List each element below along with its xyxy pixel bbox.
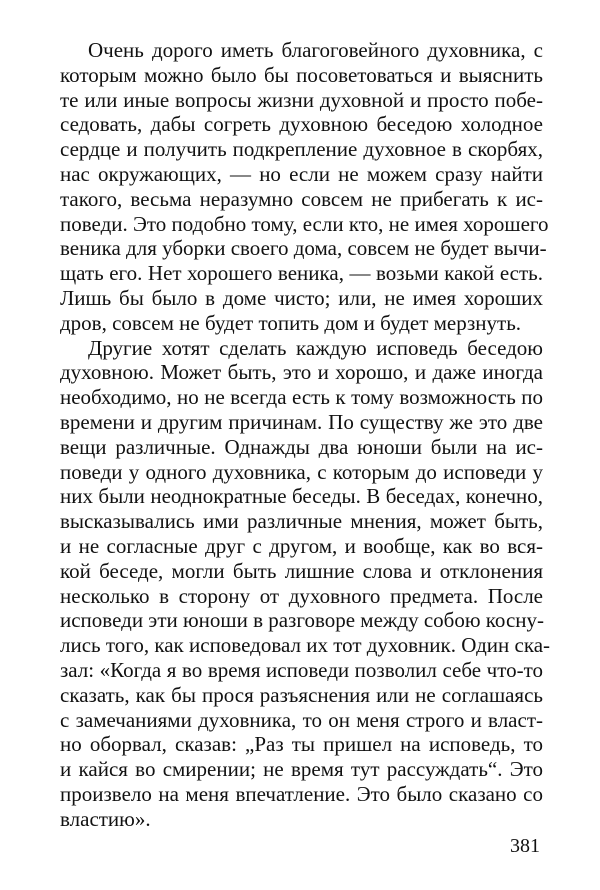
page-number: 381 (510, 835, 540, 857)
text-line: властию». (60, 806, 151, 831)
text-line: исповеди эти юноши в разговоре между собою косну- (60, 608, 544, 633)
text-line: Другие хотят сделать каждую исповедь беседою (88, 335, 543, 360)
text-line: необходимо, но не всегда есть к тому возможность по (60, 385, 543, 410)
paragraph-1 (60, 38, 549, 336)
text-line: седовать, дабы согреть духовною беседою холодное (60, 112, 543, 137)
text-line: них были неоднократные беседы. В беседах, конечно, (60, 484, 543, 509)
text-line: духовною. Может быть, это и хорошо, и даже иногда (60, 360, 543, 385)
text-line: и кайся во смирении; не время тут рассуждать“. Это (60, 757, 543, 782)
text-line: поведи. Это подобно тому, если кто, не имея хорошего (60, 211, 549, 236)
text-line: кой беседе, могли быть лишние слова и отклонения (60, 558, 543, 583)
text-line: времени и другим причинам. По существу же это две (60, 409, 543, 434)
paragraph-2 (60, 335, 551, 832)
text-line: сказать, как бы прося разъяснения или не соглашаясь (60, 682, 543, 707)
text-line: те или иные вопросы жизни духовной и просто побе- (60, 87, 543, 112)
text-line: Очень дорого иметь благоговейного духовника, с (88, 38, 543, 62)
text-line: и не согласные друг с другом, и вообще, как во вся- (60, 533, 543, 558)
text-line: вещи различные. Однажды два юноши были на ис- (60, 434, 543, 459)
text-line: несколько в сторону от духовного предмета. После (60, 583, 543, 608)
text-line: которым можно было бы посоветоваться и выяснить (60, 62, 543, 87)
text-line: сердце и получить подкрепление духовное в скорбях, (60, 137, 543, 162)
text-line: с замечаниями духовника, то он меня строго и власт- (60, 707, 543, 732)
text-line: высказывались ими различные мнения, может быть, (60, 509, 543, 534)
text-line: поведи у одного духовника, с которым до исповеди у (60, 459, 543, 484)
text-line: щать его. Нет хорошего веника, — возьми какой есть. (60, 261, 543, 286)
text-line: зал: «Когда я во время исповеди позволил себе что-то (60, 657, 543, 682)
text-line: лись того, как исповедовал их тот духовник. Один ска- (60, 633, 551, 658)
text-line: дров, совсем не будет топить дом и будет мерзнуть. (60, 310, 522, 335)
text-line: но оборвал, сказав: „Раз ты пришел на исповедь, то (60, 732, 543, 757)
text-line: Лишь бы было в доме чисто; или, не имея хороших (60, 285, 543, 310)
page-body (60, 38, 551, 832)
text-line: произвело на меня впечатление. Это было сказано со (60, 781, 543, 806)
text-line: веника для уборки своего дома, совсем не будет вычи- (60, 236, 547, 261)
text-line: такого, весьма неразумно совсем не прибегать к ис- (60, 186, 543, 211)
text-line: нас окружающих, — но если не можем сразу найти (60, 161, 543, 186)
